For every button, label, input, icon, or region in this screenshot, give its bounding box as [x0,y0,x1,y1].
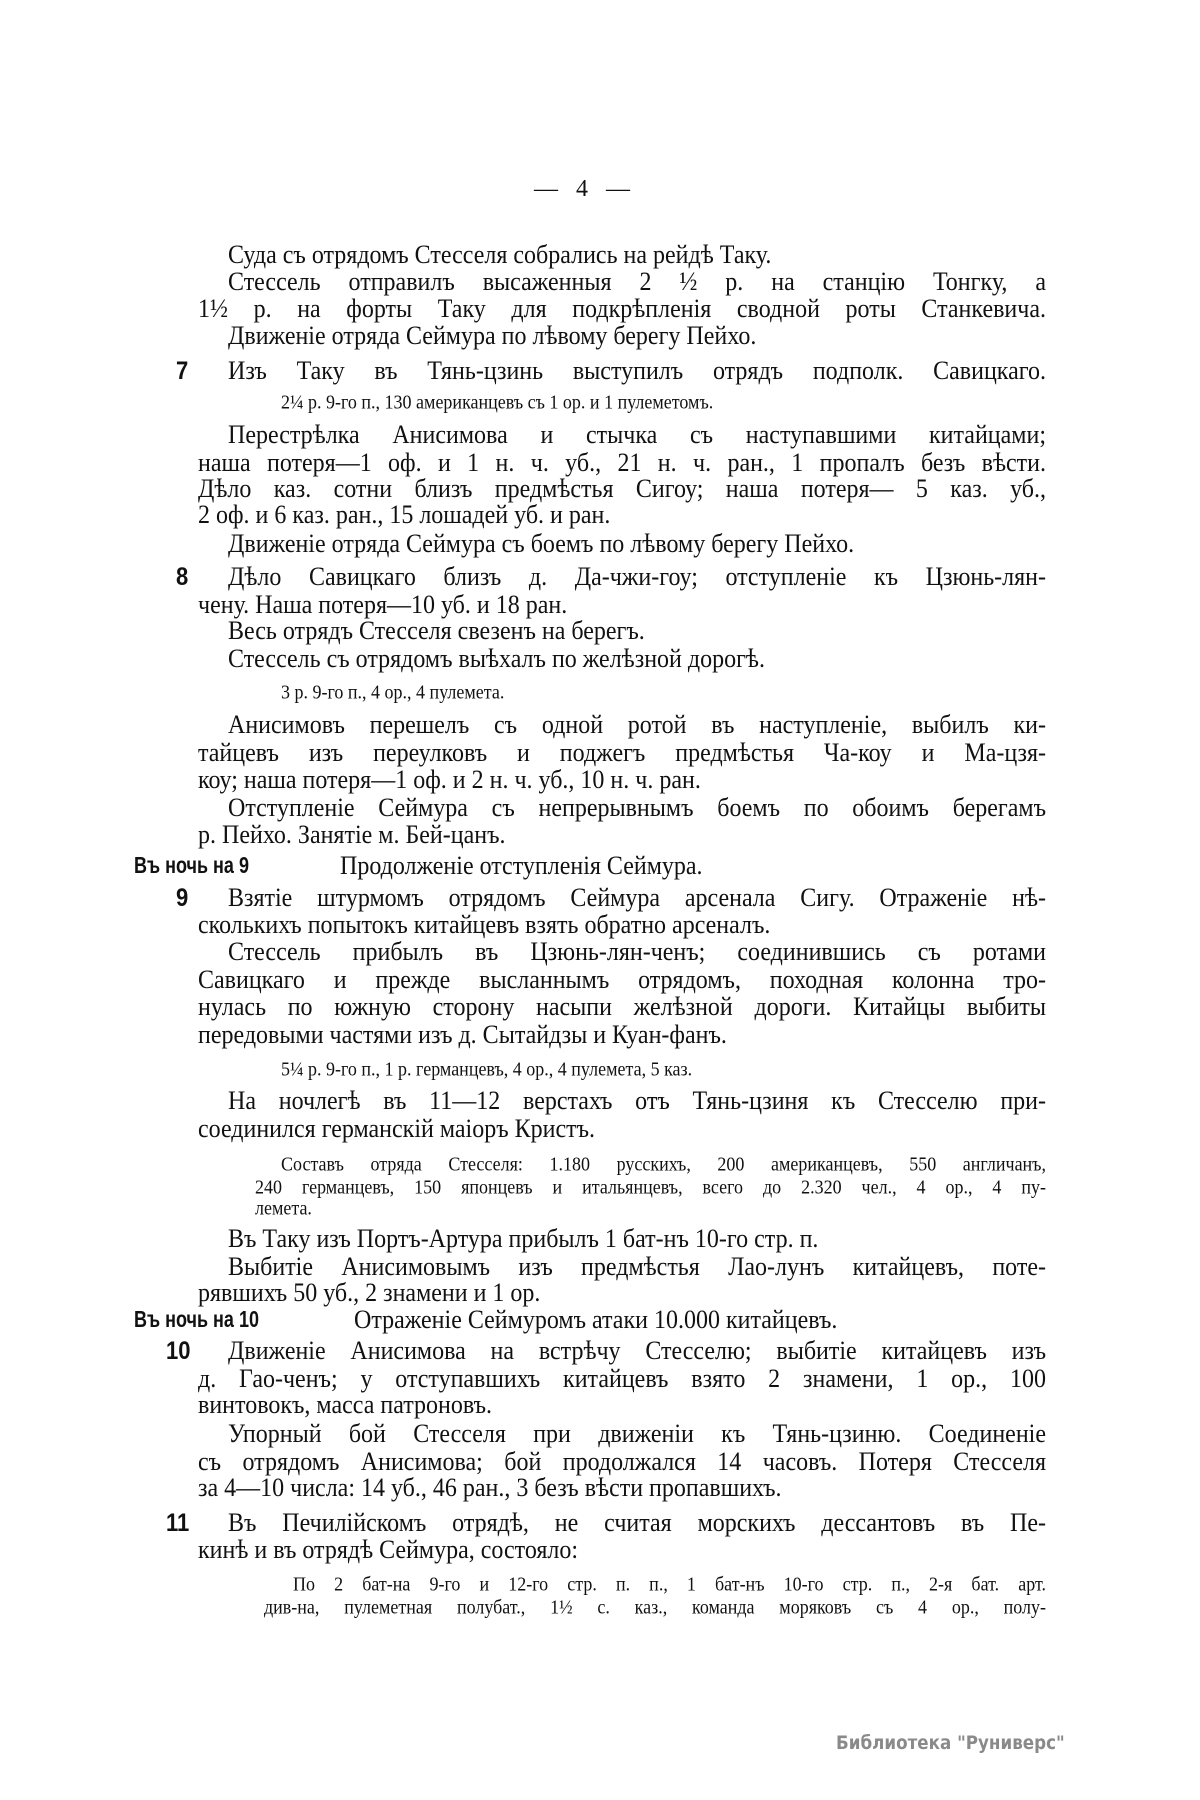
text-line: чену. Наша потеря—10 уб. и 18 ран. [198,590,568,620]
text-line: Стессель съ отрядомъ выѣхалъ по желѣзной дорогѣ. [228,644,765,674]
text-line: Дѣло каз. сотни близъ предмѣстья Сигоу; наша потеря— 5 каз. уб., [198,474,1046,504]
text-line: Упорный бой Стесселя при движеніи къ Тянь-цзиню. Соединеніе [228,1419,1046,1449]
text-line: Движеніе Анисимова на встрѣчу Стесселю; выбитіе китайцевъ изъ [228,1336,1046,1366]
text-line: Дѣло Савицкаго близъ д. Да-чжи-гоу; отступленіе къ Цзюнь-лян- [228,562,1046,592]
text-line: Движеніе отряда Сеймура по лѣвому берегу Пейхо. [228,321,757,351]
date-label: 7 [176,355,189,385]
text-line: съ отрядомъ Анисимова; бой продолжался 14 часовъ. Потеря Стесселя [198,1447,1046,1477]
text-line: кинѣ и въ отрядѣ Сеймура, состояло: [198,1535,579,1565]
text-line: Анисимовъ перешелъ съ одной ротой въ наступленіе, выбилъ ки- [228,710,1046,740]
text-line: Въ Печилійскомъ отрядѣ, не считая морскихъ дессантовъ въ Пе- [228,1508,1046,1538]
text-line: рявшихъ 50 уб., 2 знамени и 1 ор. [198,1278,541,1308]
date-label: 8 [176,561,189,591]
text-line: Стессель прибылъ въ Цзюнь-лян-ченъ; соединившись съ ротами [228,937,1046,967]
note-line: 3 р. 9-го п., 4 ор., 4 пулемета. [281,680,505,703]
note-line: Составъ отряда Стесселя: 1.180 русскихъ, 200 американцевъ, 550 англичанъ, [281,1152,1046,1175]
text-line: Отраженіе Сеймуромъ атаки 10.000 китайцевъ. [354,1305,838,1335]
text-line: Суда съ отрядомъ Стесселя собрались на рейдѣ Таку. [228,240,772,270]
page-number: — 4 — [534,176,636,202]
text-line: тайцевъ изъ переулковъ и поджегъ предмѣстья Ча-коу и Ма-цзя- [198,738,1046,768]
date-label: 11 [166,1507,190,1537]
text-line: 2 оф. и 6 каз. ран., 15 лошадей уб. и ран. [198,500,611,530]
text-line: наша потеря—1 оф. и 1 н. ч. уб., 21 н. ч. ран., 1 пропалъ безъ вѣсти. [198,448,1046,478]
text-line: Савицкаго и прежде высланнымъ отрядомъ, походная колонна тро- [198,965,1046,995]
text-line: р. Пейхо. Занятіе м. Бей-цанъ. [198,820,506,850]
text-line: Стессель отправилъ высаженныя 2 ½ р. на станцію Тонгку, а [228,267,1046,297]
text-line: Изъ Таку въ Тянь-цзинь выступилъ отрядъ подполк. Савицкаго. [228,356,1046,386]
night-date-label: Въ ночь на 10 [134,1307,259,1333]
note-line: див-на, пулеметная полубат., 1½ с. каз., команда моряковъ съ 4 ор., полу- [264,1595,1046,1618]
note-line: 5¼ р. 9-го п., 1 р. германцевъ, 4 ор., 4 пулемета, 5 каз. [281,1057,693,1080]
note-line: 240 германцевъ, 150 японцевъ и итальянцевъ, всего до 2.320 чел., 4 ор., 4 пу- [255,1175,1046,1198]
text-line: Перестрѣлка Анисимова и стычка съ наступавшими китайцами; [228,420,1046,450]
text-line: нулась по южную сторону насыпи желѣзной дороги. Китайцы выбиты [198,992,1046,1022]
text-line: сколькихъ попытокъ китайцевъ взять обратно арсеналъ. [198,910,771,940]
text-line: Отступленіе Сеймура съ непрерывнымъ боемъ по обоимъ берегамъ [228,793,1046,823]
text-line: д. Гао-ченъ; у отступавшихъ китайцевъ взято 2 знамени, 1 ор., 100 [198,1364,1046,1394]
text-line: соединился германскій маіоръ Кристъ. [198,1114,596,1144]
text-line: 1½ р. на форты Таку для подкрѣпленія сводной роты Станкевича. [198,294,1046,324]
note-line: лемета. [255,1196,312,1219]
note-line: 2¼ р. 9-го п., 130 американцевъ съ 1 ор. и 1 пулеметомъ. [281,390,714,413]
date-label: 9 [176,882,189,912]
date-label: 10 [166,1335,191,1365]
library-watermark: Библиотека "Руниверс" [836,1732,1065,1754]
text-line: Движеніе отряда Сеймура съ боемъ по лѣвому берегу Пейхо. [228,529,855,559]
text-line: Весь отрядъ Стесселя свезенъ на берегъ. [228,616,645,646]
text-line: Продолженіе отступленія Сеймура. [340,851,703,881]
text-line: за 4—10 числа: 14 уб., 46 ран., 3 безъ вѣсти пропавшихъ. [198,1473,782,1503]
text-line: На ночлегѣ въ 11—12 верстахъ отъ Тянь-цзиня къ Стесселю при- [228,1086,1046,1116]
text-line: коу; наша потеря—1 оф. и 2 н. ч. уб., 10 н. ч. ран. [198,765,701,795]
text-line: передовыми частями изъ д. Сытайдзы и Куан-фанъ. [198,1020,727,1050]
text-line: винтовокъ, масса патроновъ. [198,1390,492,1420]
note-line: По 2 бат-на 9-го и 12-го стр. п. п., 1 бат-нъ 10-го стр. п., 2-я бат. арт. [293,1572,1046,1595]
text-line: Взятіе штурмомъ отрядомъ Сеймура арсенала Сигу. Отраженіе нѣ- [228,883,1046,913]
night-date-label: Въ ночь на 9 [134,853,249,879]
text-line: Выбитіе Анисимовымъ изъ предмѣстья Лао-лунъ китайцевъ, поте- [228,1252,1046,1282]
text-line: Въ Таку изъ Портъ-Артура прибылъ 1 бат-нъ 10-го стр. п. [228,1224,819,1254]
